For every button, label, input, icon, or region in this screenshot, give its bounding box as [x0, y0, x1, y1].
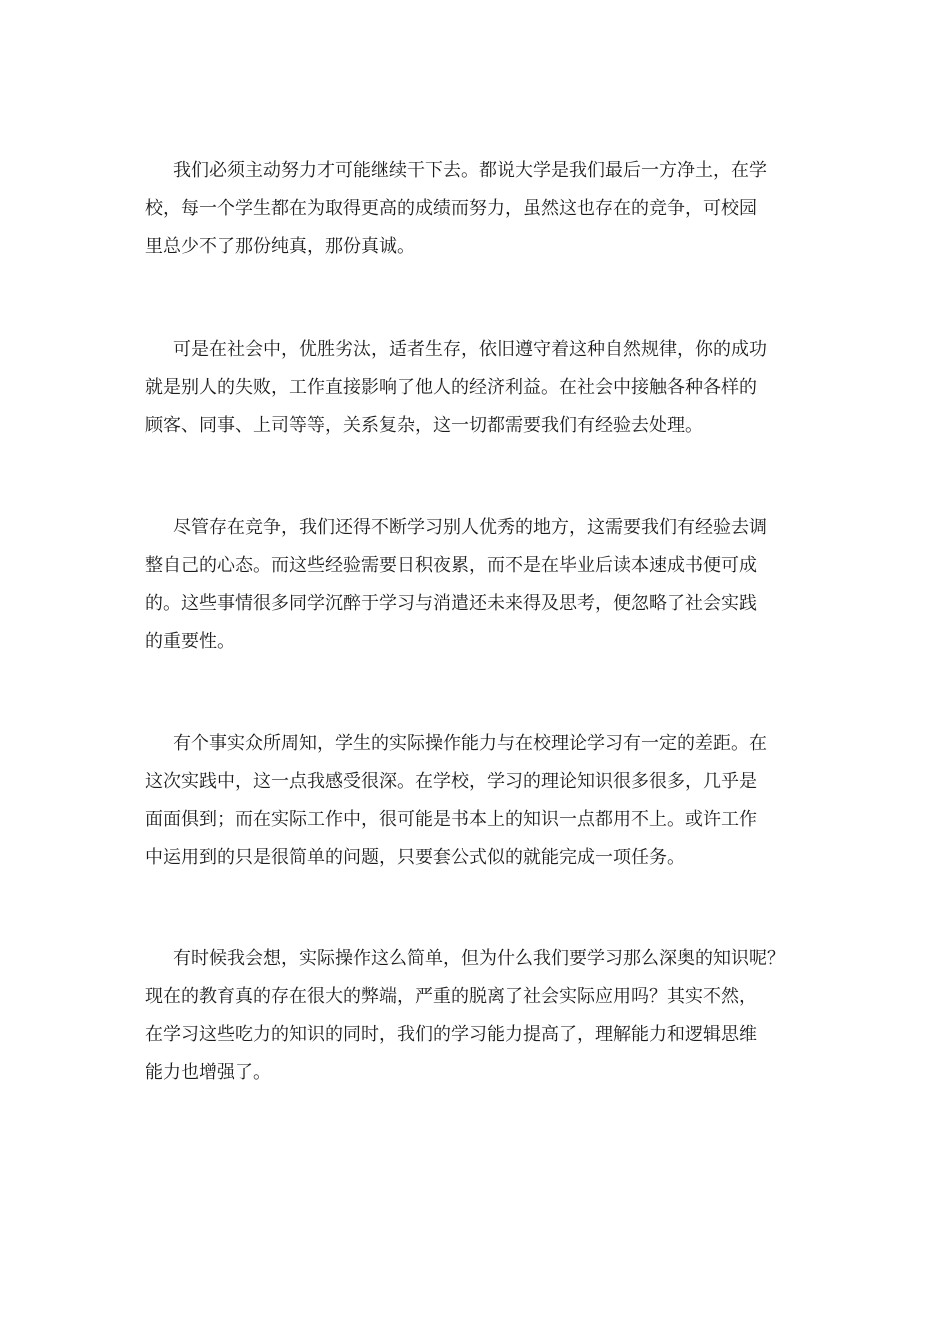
- paragraph-line: 面面俱到；而在实际工作中，很可能是书本上的知识一点都用不上。或许工作: [145, 809, 757, 830]
- paragraph-4: [145, 725, 825, 877]
- paragraph-3: [145, 509, 825, 661]
- paragraph-line: 这次实践中，这一点我感受很深。在学校，学习的理论知识很多很多，几乎是: [145, 771, 757, 792]
- paragraph-line: 能力也增强了。: [145, 1062, 271, 1083]
- paragraph-1: [145, 152, 825, 266]
- paragraph-line: 就是别人的失败，工作直接影响了他人的经济利益。在社会中接触各种各样的: [145, 377, 757, 398]
- paragraph-2: [145, 331, 825, 445]
- paragraph-line: 在学习这些吃力的知识的同时，我们的学习能力提高了，理解能力和逻辑思维: [145, 1024, 757, 1045]
- paragraph-line: 尽管存在竞争，我们还得不断学习别人优秀的地方，这需要我们有经验去调: [173, 517, 767, 538]
- paragraph-line: 中运用到的只是很简单的问题，只要套公式似的就能完成一项任务。: [145, 847, 685, 868]
- paragraph-line: 有时候我会想，实际操作这么简单，但为什么我们要学习那么深奥的知识呢？: [173, 948, 785, 969]
- paragraph-line: 的。这些事情很多同学沉醉于学习与消遣还未来得及思考，便忽略了社会实践: [145, 593, 757, 614]
- paragraph-line: 校，每一个学生都在为取得更高的成绩而努力，虽然这也存在的竞争，可校园: [145, 198, 757, 219]
- paragraph-line: 现在的教育真的存在很大的弊端，严重的脱离了社会实际应用吗？其实不然，: [145, 986, 757, 1007]
- paragraph-line: 的重要性。: [145, 631, 235, 652]
- paragraph-line: 顾客、同事、上司等等，关系复杂，这一切都需要我们有经验去处理。: [145, 415, 703, 436]
- paragraph-line: 我们必须主动努力才可能继续干下去。都说大学是我们最后一方净土，在学: [173, 160, 767, 181]
- paragraph-line: 可是在社会中，优胜劣汰，适者生存，依旧遵守着这种自然规律，你的成功: [173, 339, 767, 360]
- paragraph-5: [145, 940, 825, 1092]
- paragraph-line: 里总少不了那份纯真，那份真诚。: [145, 236, 415, 257]
- paragraph-line: 有个事实众所周知，学生的实际操作能力与在校理论学习有一定的差距。在: [173, 733, 767, 754]
- paragraph-line: 整自己的心态。而这些经验需要日积夜累，而不是在毕业后读本速成书便可成: [145, 555, 757, 576]
